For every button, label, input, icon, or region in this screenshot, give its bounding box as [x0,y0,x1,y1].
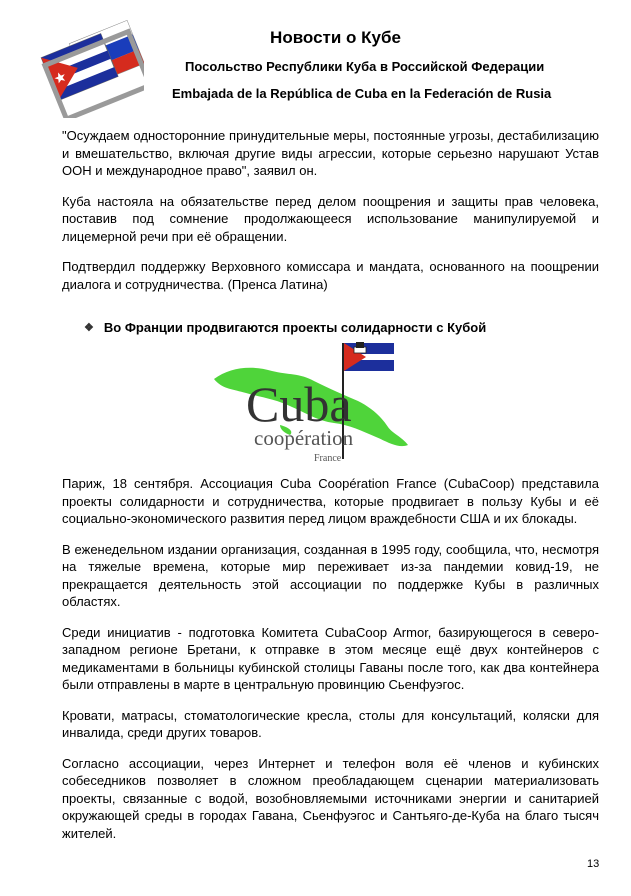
logo-france-word: France [314,453,342,464]
paragraph: Согласно ассоциации, через Интернет и телефон воля её членов и кубинских собеседников позволяет в сложном преобладающем сценарии материализовать проекты, связанные с водой, возобновляемыми источниками энергии и санитарией окружающей среды в городах Гавана, Сьенфуэгос и Сантьяго-де-Куба на благо тысяч жителей. [62,755,599,841]
embassy-name-ru: Посольство Республики Куба в Российской Федерации [185,59,545,74]
paragraph: Среди инициатив - подготовка Комитета CubaCoop Armor, базирующегося в северо-западном регионе Бретани, к отправке в этом месяце ещё двух контейнеров с медикаментами в больницы кубинской столицы Гаваны после того, как два контейнера были отправлены в марте в центральную провинцию Сьенфуэгос. [62,624,599,692]
embassy-name-es: Embajada de la República de Cuba en la Federación de Rusia [172,86,552,101]
paragraph: Куба настояла на обязательстве перед делом поощрения и защиты прав человека, поставив под сомнение продолжающееся использование манипулируемой и лицемерной речи при её обращении. [62,193,599,244]
section-heading-text: Во Франции продвигаются проекты солидарности с Кубой [103,320,487,335]
paragraph: В еженедельном издании организация, созданная в 1995 году, сообщила, что, несмотря на тяжелые времена, которые мир переживает из-за пандемии ковид-19, не прекращается деятельность этой ассоциации по поддержке Кубы в различных областях. [62,541,599,609]
paragraph: Париж, 18 сентября. Ассоциация Cuba Coopération France (CubaCoop) представила проекты солидарности и сотрудничества, которые продвигает в пользу Кубы и её социально-экономического развития перед лицом враждебности США и их блокады. [62,476,599,526]
logo-cooperation-word: coopération [254,426,354,450]
cuba-cooperation-logo [210,341,420,467]
paragraph: Кровати, матрасы, стоматологические кресла, столы для консультаций, коляски для инвалида, среди других товаров. [62,707,599,740]
diamond-bullet-icon: ❖ [84,322,94,334]
paragraph: Подтвердил поддержку Верховного комиссара и мандата, основанного на поощрении диалога и сотрудничества. (Пренса Латина) [62,259,599,292]
page-number: 13 [587,858,600,870]
paragraph: "Осуждаем односторонние принудительные меры, постоянные угрозы, дестабилизацию и вмешательство, включая другие виды агрессии, которые серьезно нарушают Устав ООН и международное право", заявил он. [62,128,599,178]
section-heading [84,320,599,335]
article-body [62,127,599,855]
logo-cuba-word: Cuba [246,376,352,432]
page-title: Новости о Кубе [270,28,401,47]
